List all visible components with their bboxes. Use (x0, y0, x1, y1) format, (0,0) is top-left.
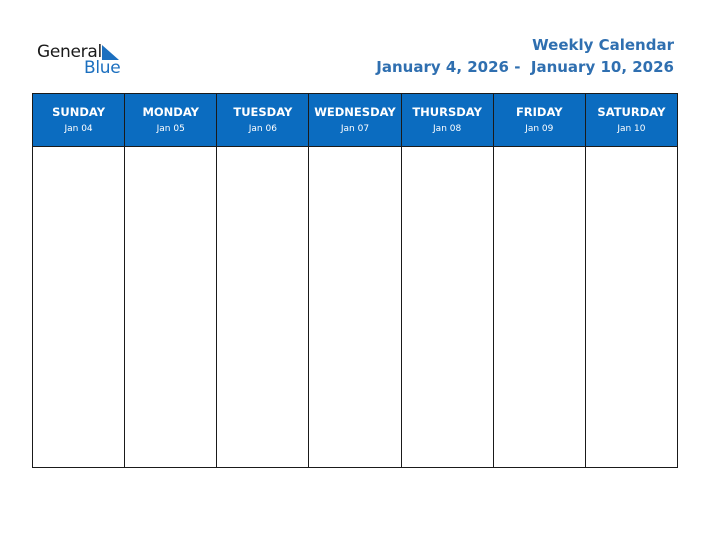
day-name: TUESDAY (233, 105, 293, 119)
weekly-calendar-grid (32, 93, 678, 468)
brand-logo (37, 42, 127, 78)
day-date: Jan 06 (248, 124, 277, 134)
logo-text-general: General (37, 42, 102, 62)
day-header (217, 94, 308, 147)
day-name: SATURDAY (597, 105, 666, 119)
day-cell[interactable] (402, 147, 493, 467)
day-column-monday (124, 94, 216, 467)
day-date: Jan 07 (340, 124, 370, 134)
day-cell[interactable] (125, 147, 216, 467)
day-name: SUNDAY (52, 105, 106, 119)
day-header (586, 94, 677, 147)
day-column-saturday (585, 94, 677, 467)
day-cell[interactable] (494, 147, 585, 467)
logo-text-blue: Blue (84, 58, 121, 78)
day-header (33, 94, 124, 147)
day-cell[interactable] (309, 147, 400, 467)
day-header (494, 94, 585, 147)
day-column-sunday (33, 94, 124, 467)
day-cell[interactable] (586, 147, 677, 467)
day-date: Jan 04 (64, 124, 93, 134)
day-cell[interactable] (33, 147, 124, 467)
day-header (402, 94, 493, 147)
page-title: Weekly Calendar (532, 36, 674, 54)
day-name: FRIDAY (515, 105, 563, 119)
calendar-title-block (376, 34, 674, 78)
day-date: Jan 08 (433, 124, 462, 134)
date-range: January 4, 2026 - January 10, 2026 (376, 58, 674, 76)
day-column-tuesday (216, 94, 308, 467)
day-column-friday (493, 94, 585, 467)
day-date: Jan 10 (617, 124, 646, 134)
day-column-wednesday (308, 94, 400, 467)
day-name: THURSDAY (412, 105, 482, 119)
day-date: Jan 09 (525, 124, 554, 134)
day-name: MONDAY (142, 105, 199, 119)
day-name: WEDNESDAY (314, 105, 396, 119)
day-header (125, 94, 216, 147)
day-cell[interactable] (217, 147, 308, 467)
day-column-thursday (401, 94, 493, 467)
day-header (309, 94, 400, 147)
day-date: Jan 05 (156, 124, 185, 134)
